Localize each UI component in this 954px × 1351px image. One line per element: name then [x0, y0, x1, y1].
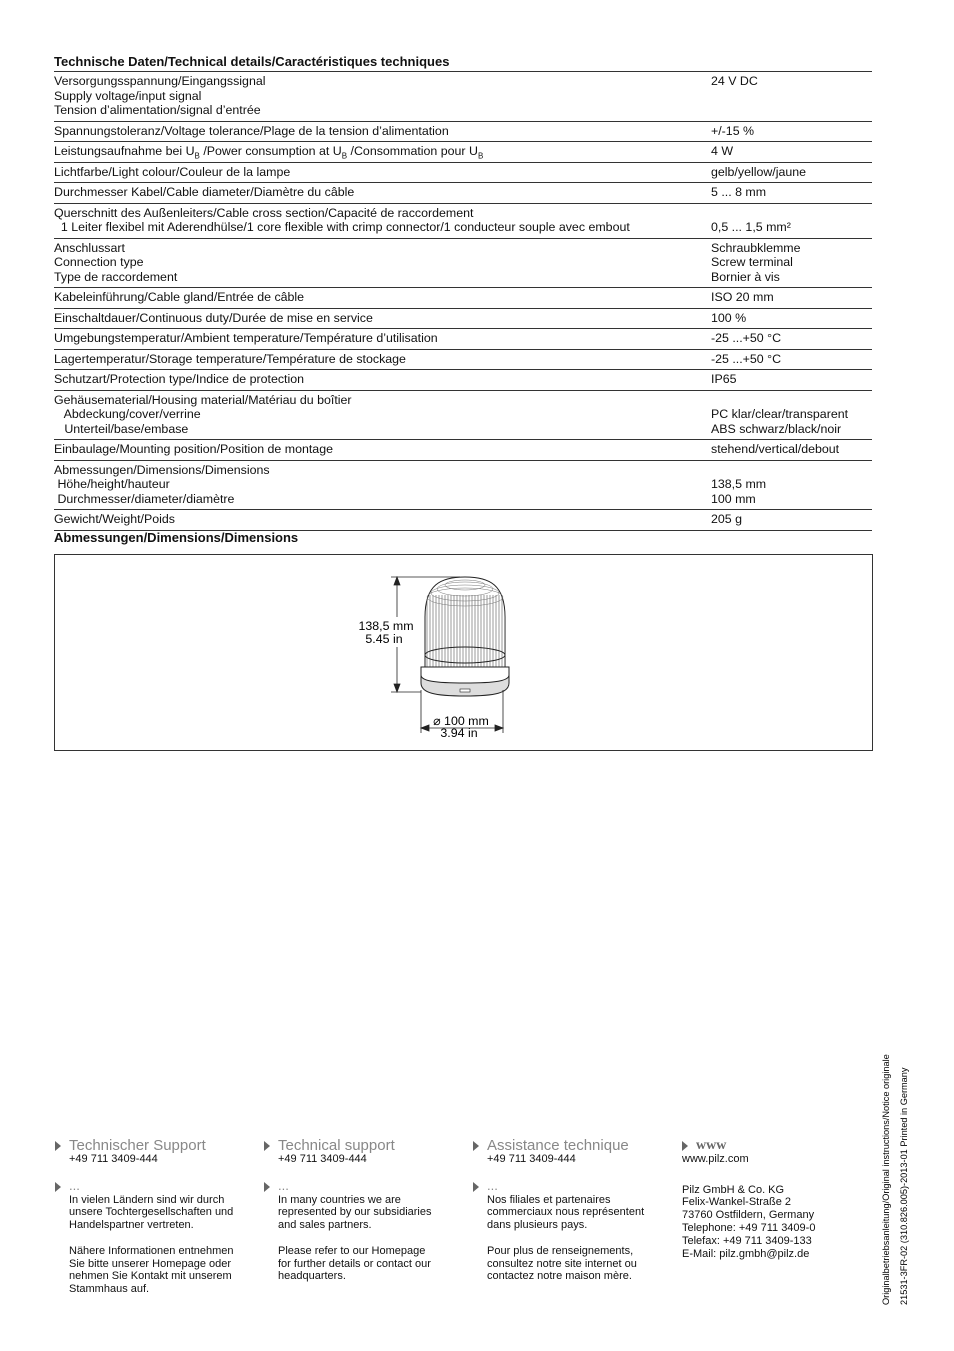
row-value-line: 4 W	[711, 144, 734, 158]
row-value-line	[711, 463, 872, 478]
triangle-bullet-icon	[473, 1141, 479, 1151]
row-label-line: Spannungstoleranz/Voltage tolerance/Plage de la tension d’alimentation	[54, 123, 449, 138]
footer-text: In many countries we are represented by our subsidiaries and sales partners. Please refer to our Homepage for further details or contact our headquarters.	[278, 1193, 432, 1283]
row-label-line: Versorgungsspannung/Eingangssignal	[54, 74, 266, 88]
table-row	[54, 163, 872, 184]
row-label-line: 1 Leiter flexibel mit Aderendhülse/1 core flexible with crimp connector/1 conducteur souple avec embout	[54, 220, 630, 234]
row-value-line	[711, 393, 872, 408]
row-label-line: Querschnitt des Außenleiters/Cable cross section/Capacité de raccordement	[54, 205, 474, 220]
row-label-line: Schutzart/Protection type/Indice de protection	[54, 372, 305, 386]
footer-heading: Technical support	[278, 1137, 395, 1154]
side-text-line2: 21531-3FR-02 (310.826.005)-2013-01 Printed in Germany	[899, 1067, 909, 1305]
row-label-line: Einbaulage/Mounting position/Position de montage	[54, 442, 333, 456]
row-label-line: Umgebungstemperatur/Ambient temperature/Température d’utilisation	[54, 331, 438, 345]
table-row	[54, 440, 872, 461]
website-link[interactable]: www.pilz.com	[682, 1152, 749, 1165]
tech-table	[54, 71, 872, 531]
triangle-bullet-icon	[55, 1182, 61, 1192]
row-label-line: Anschlussart	[54, 240, 125, 255]
row-label	[54, 165, 711, 180]
company-address: Pilz GmbH & Co. KG Felix-Wankel-Straße 2 73760 Ostfildern, Germany Telephone: +49 711 3409-0 Telefax: +49 711 3409-133 E-Mail: pilz.gmbh@pilz.de	[682, 1183, 816, 1260]
footer-heading: Assistance technique	[487, 1137, 629, 1154]
subscript: B	[194, 151, 200, 161]
table-row	[54, 309, 872, 330]
row-label-line	[54, 144, 711, 159]
row-label-line: Gewicht/Weight/Poids	[54, 512, 175, 526]
row-label-line: Kabeleinführung/Cable gland/Entrée de câble	[54, 290, 305, 304]
row-value	[711, 393, 872, 437]
row-label	[54, 241, 711, 285]
footer-col-en	[278, 1137, 468, 1283]
row-value	[711, 241, 872, 285]
row-label	[54, 393, 711, 437]
footer-dots: ...	[278, 1178, 289, 1194]
row-label-line: Höhe/height/hauteur	[54, 477, 170, 491]
table-row	[54, 391, 872, 441]
footer-phone: +49 711 3409-444	[69, 1152, 158, 1165]
row-value	[711, 442, 872, 457]
row-value	[711, 463, 872, 507]
footer-col-de	[69, 1137, 259, 1296]
row-value	[711, 290, 872, 305]
table-row	[54, 461, 872, 511]
label-part: /Consommation pour U	[347, 144, 478, 158]
row-value	[711, 512, 872, 527]
table-row	[54, 288, 872, 309]
row-value	[711, 372, 872, 387]
row-label	[54, 463, 711, 507]
table-row	[54, 72, 872, 122]
dimension-drawing-box	[54, 554, 873, 751]
diameter-in-label: 3.94 in	[440, 726, 478, 740]
row-value-line: 24 V DC	[711, 74, 758, 88]
table-row	[54, 183, 872, 204]
row-value	[711, 311, 872, 326]
table-row	[54, 370, 872, 391]
row-value-line: 0,5 ... 1,5 mm²	[711, 220, 791, 234]
footer-text: Nos filiales et partenaires commerciaux nous représentent dans plusieurs pays. Pour plus de renseignements, consultez notre site internet ou contactez notre maison mère.	[487, 1193, 645, 1283]
row-label-line: Einschaltdauer/Continuous duty/Durée de mise en service	[54, 310, 373, 325]
row-label	[54, 185, 711, 200]
triangle-bullet-icon	[264, 1182, 270, 1192]
row-value-line: stehend/vertical/debout	[711, 442, 840, 456]
footer-col-fr	[487, 1137, 677, 1283]
triangle-bullet-icon	[55, 1141, 61, 1151]
table-row	[54, 510, 872, 531]
lamp-drawing	[55, 555, 872, 750]
row-value-line: 138,5 mm	[711, 477, 767, 491]
row-value	[711, 331, 872, 346]
row-label	[54, 372, 711, 387]
row-label	[54, 206, 711, 235]
row-label-line: Gehäusematerial/Housing material/Matériau du boîtier	[54, 392, 352, 407]
row-label-line: Supply voltage/input signal	[54, 88, 202, 103]
row-value-line: 205 g	[711, 512, 743, 526]
triangle-bullet-icon	[264, 1141, 270, 1151]
row-label	[54, 442, 711, 457]
row-label-line: Abmessungen/Dimensions/Dimensions	[54, 462, 270, 477]
footer-col-contact	[682, 1138, 866, 1260]
table-row	[54, 350, 872, 371]
row-label-line: Abdeckung/cover/verrine	[54, 407, 201, 421]
table-row	[54, 239, 872, 289]
row-value	[711, 144, 872, 159]
table-row	[54, 122, 872, 143]
row-value-line: Bornier à vis	[711, 269, 780, 284]
row-value	[711, 124, 872, 139]
dim-title: Abmessungen/Dimensions/Dimensions	[54, 530, 299, 545]
row-label	[54, 144, 711, 159]
triangle-bullet-icon	[682, 1141, 688, 1151]
subscript: B	[341, 151, 348, 161]
row-value	[711, 185, 872, 200]
row-label-line: Lagertemperatur/Storage temperature/Température de stockage	[54, 351, 406, 366]
footer-text: In vielen Ländern sind wir durch unsere Tochtergesellschaften und Handelspartner vertreten. Nähere Informationen entnehmen Sie bitte unserer Homepage oder nehmen Sie Kontakt mit unserem Stammhaus auf.	[69, 1193, 234, 1296]
row-value	[711, 352, 872, 367]
footer-phone: +49 711 3409-444	[487, 1152, 576, 1165]
row-label-line: Lichtfarbe/Light colour/Couleur de la lampe	[54, 164, 291, 179]
row-label-line: Durchmesser Kabel/Cable diameter/Diamètre du câble	[54, 185, 355, 199]
row-value-line: -25 ...+50 °C	[711, 331, 782, 345]
row-label-line: Tension d’alimentation/signal d’entrée	[54, 103, 261, 117]
height-in-label: 5.45 in	[365, 632, 403, 646]
row-value-line: -25 ...+50 °C	[711, 351, 782, 366]
footer-dots: ...	[487, 1178, 498, 1194]
row-value-line: Schraubklemme	[711, 240, 801, 255]
subscript: B	[477, 151, 484, 161]
row-value-line: IP65	[711, 372, 737, 386]
row-value-line: +/-15 %	[711, 123, 755, 138]
table-row	[54, 204, 872, 239]
tech-title: Technische Daten/Technical details/Caractéristiques techniques	[54, 54, 450, 69]
row-label-line: Type de raccordement	[54, 269, 178, 284]
label-part: /Power consumption at U	[199, 144, 342, 158]
height-mm-label: 138,5 mm	[358, 619, 414, 633]
row-label	[54, 512, 711, 527]
row-label-line: Connection type	[54, 255, 144, 269]
row-value-line: 5 ... 8 mm	[711, 185, 767, 199]
row-value	[711, 206, 872, 235]
row-value-line: Screw terminal	[711, 255, 793, 269]
label-part: Leistungsaufnahme bei U	[54, 144, 195, 158]
table-row	[54, 142, 872, 163]
row-value-line: ISO 20 mm	[711, 290, 774, 304]
row-label	[54, 124, 711, 139]
side-doc-info	[878, 1040, 918, 1310]
row-value-line	[711, 206, 872, 221]
www-label: www	[696, 1138, 727, 1153]
diameter-mm-label: ⌀ 100 mm	[433, 714, 489, 728]
side-text-line1: Originalbetriebsanleitung/Original instructions/Notice originale	[881, 1054, 891, 1305]
row-value-line: ABS schwarz/black/noir	[711, 421, 842, 436]
row-value	[711, 74, 872, 118]
row-label-line: Unterteil/base/embase	[54, 421, 189, 436]
row-label	[54, 74, 711, 118]
triangle-bullet-icon	[473, 1182, 479, 1192]
row-label	[54, 352, 711, 367]
row-value-line: 100 %	[711, 310, 747, 325]
footer-heading: Technischer Support	[69, 1137, 206, 1154]
row-value-line: PC klar/clear/transparent	[711, 407, 849, 421]
row-label	[54, 331, 711, 346]
table-row	[54, 329, 872, 350]
row-value-line: gelb/yellow/jaune	[711, 164, 807, 179]
row-value	[711, 165, 872, 180]
row-label	[54, 311, 711, 326]
footer-dots: ...	[69, 1178, 80, 1194]
footer-phone: +49 711 3409-444	[278, 1152, 367, 1165]
row-value-line: 100 mm	[711, 491, 756, 506]
row-label-line: Durchmesser/diameter/diamètre	[54, 491, 235, 506]
row-label	[54, 290, 711, 305]
